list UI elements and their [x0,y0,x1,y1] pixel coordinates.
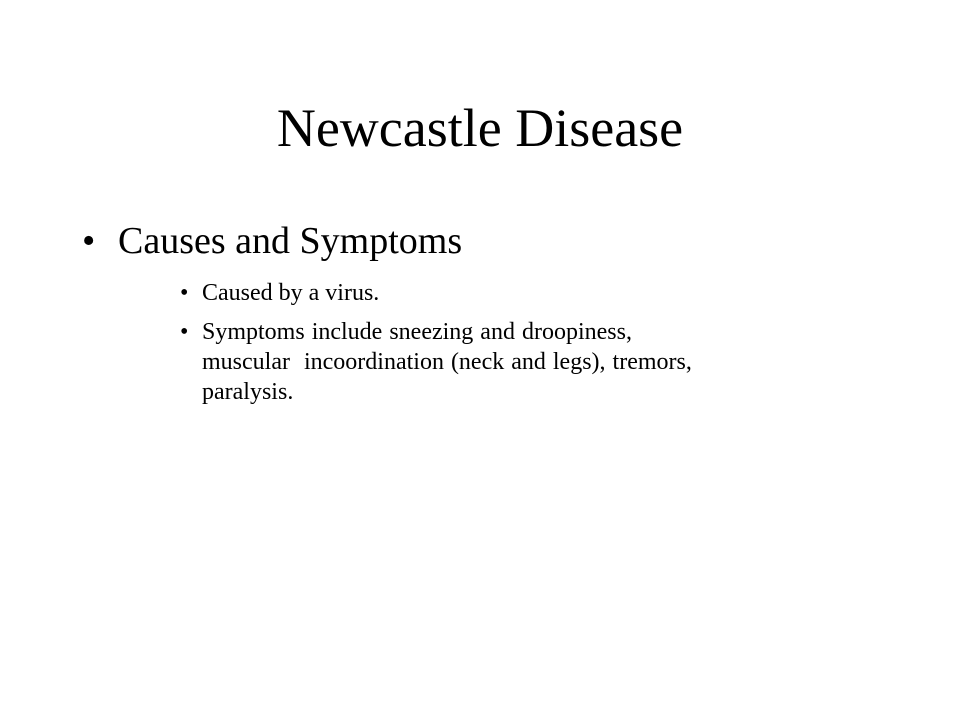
sub-bullet-caused-by-virus [180,278,860,308]
sub-bullet-text-line-1: Symptoms include sneezing and droopiness, [202,319,632,345]
sub-bullet-symptoms [180,317,860,407]
bullet-heading: Causes and Symptoms [118,220,463,262]
sub-bullet-text-line-3: paralysis. [202,379,294,405]
sub-bullet-text: Caused by a virus. [202,280,380,306]
sub-bullet-dot-icon: • [180,280,189,306]
bullet-dot-icon: • [82,220,96,262]
slide-title: Newcastle Disease [276,98,684,158]
sub-bullet-dot-icon: • [180,319,189,345]
sub-bullet-text-line-2: muscular incoordination (neck and legs), tremors, [202,349,692,375]
sub-bullet-list [180,278,860,416]
